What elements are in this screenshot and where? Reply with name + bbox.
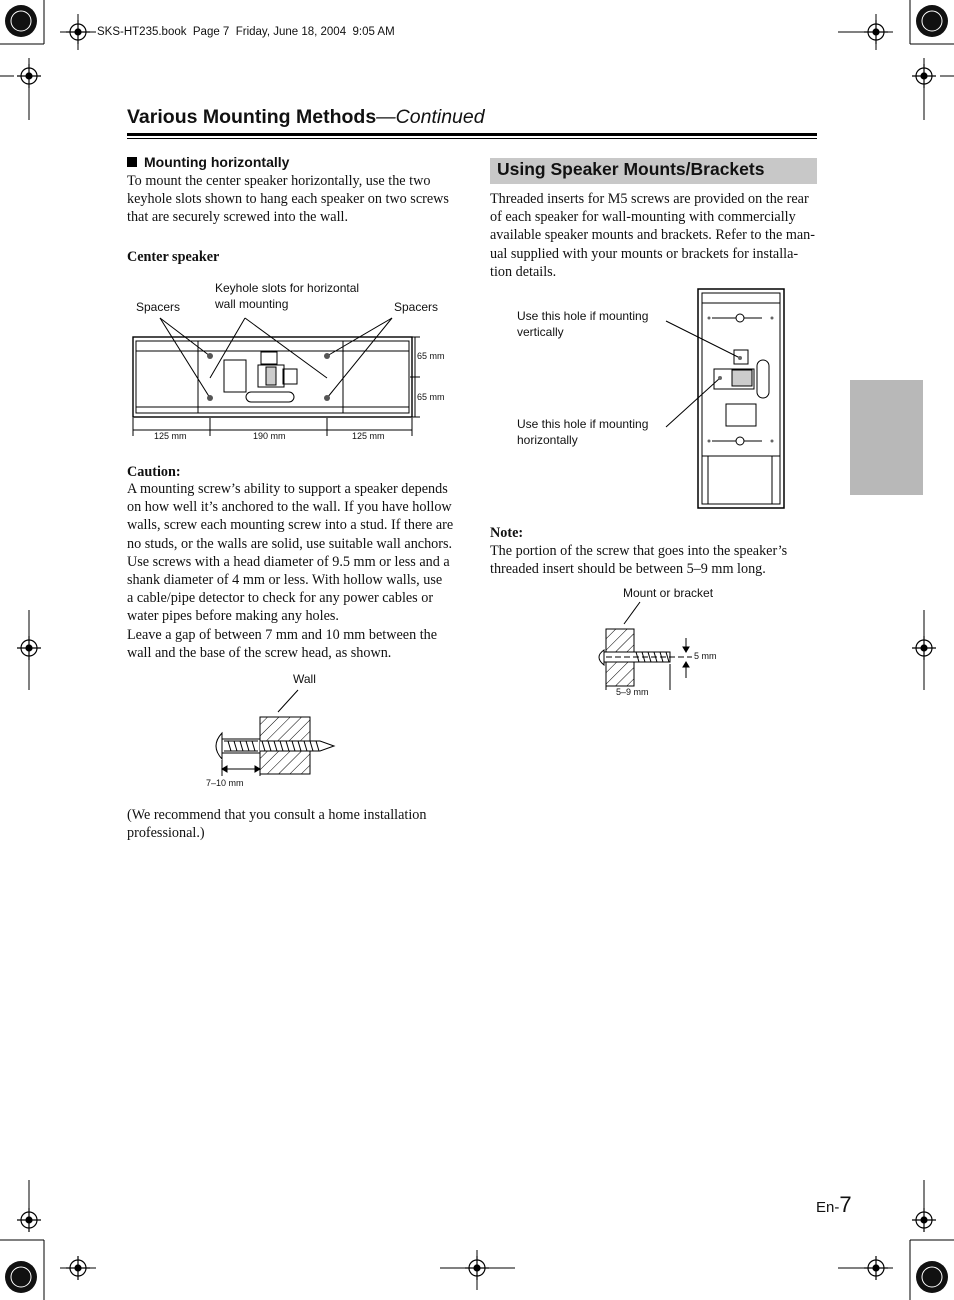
dim-125-left: 125 mm bbox=[154, 431, 187, 441]
brackets-intro-paragraph: Threaded inserts for M5 screws are provided on the rear of each speaker for wall-mounting with commercially available speaker mounts and brackets. Refer to the man- ual supplied with your mounts or brackets for installa- tion details. bbox=[490, 191, 816, 280]
label-hole-horizontal: Use this hole if mounting horizontally bbox=[517, 417, 649, 447]
note-paragraph: The portion of the screw that goes into the speaker’s threaded insert should be between 5–9 mm long. bbox=[490, 543, 788, 578]
label-spacers-left: Spacers bbox=[136, 300, 181, 314]
caution-paragraph: A mounting screw’s ability to support a speaker depends on how well it’s anchored to the wall. If you have hollow walls, screw each mounting screw into a stud. If there are no studs, or the walls are solid, use suitable wall anchors. Use screws with a head diameter of 9.5 mm or less and a shank diameter of 4 mm or less. With hollow walls, use a cable/pipe detector to check for any power cables or water pipes before making any holes. Leave a gap of between 7 mm and 10 mm between the wall and the base of the screw head, as shown. bbox=[127, 481, 454, 661]
page-title-continued: —Continued bbox=[376, 106, 485, 128]
subheading-mounting-horizontally: Mounting horizontally bbox=[127, 154, 289, 170]
dim-7-10mm: 7–10 mm bbox=[206, 778, 244, 788]
dim-5mm: 5 mm bbox=[694, 651, 717, 661]
page-title-main: Various Mounting Methods bbox=[127, 106, 377, 128]
section-heading-speaker-mounts: Using Speaker Mounts/Brackets bbox=[497, 159, 765, 179]
page-number-prefix: En- bbox=[816, 1199, 840, 1216]
dim-5-9mm: 5–9 mm bbox=[616, 687, 649, 697]
dim-125-right: 125 mm bbox=[352, 431, 385, 441]
intro-paragraph: To mount the center speaker horizontally, use the two keyhole slots shown to hang each speaker on two screws that are securely screwed into the wall. bbox=[127, 173, 449, 226]
page-number bbox=[816, 1192, 852, 1218]
dim-65-bottom: 65 mm bbox=[417, 392, 445, 402]
dim-65-top: 65 mm bbox=[417, 351, 445, 361]
label-spacers-right: Spacers bbox=[394, 300, 439, 314]
page-number-value: 7 bbox=[839, 1192, 852, 1217]
caution-heading: Caution: bbox=[127, 464, 181, 480]
recommend-paragraph: (We recommend that you consult a home installation professional.) bbox=[127, 807, 427, 842]
label-keyhole-slots: Keyhole slots for horizontal wall mounting bbox=[215, 281, 360, 311]
label-mount-or-bracket: Mount or bracket bbox=[623, 586, 714, 600]
label-hole-vertical: Use this hole if mounting vertically bbox=[517, 309, 649, 339]
label-wall: Wall bbox=[293, 672, 316, 686]
note-heading: Note: bbox=[490, 525, 524, 541]
print-header-info: SKS-HT235.book Page 7 Friday, June 18, 2004 9:05 AM bbox=[97, 26, 395, 38]
dim-190: 190 mm bbox=[253, 431, 286, 441]
side-thumb-tab bbox=[850, 380, 923, 495]
figure-caption-center-speaker: Center speaker bbox=[127, 249, 220, 265]
